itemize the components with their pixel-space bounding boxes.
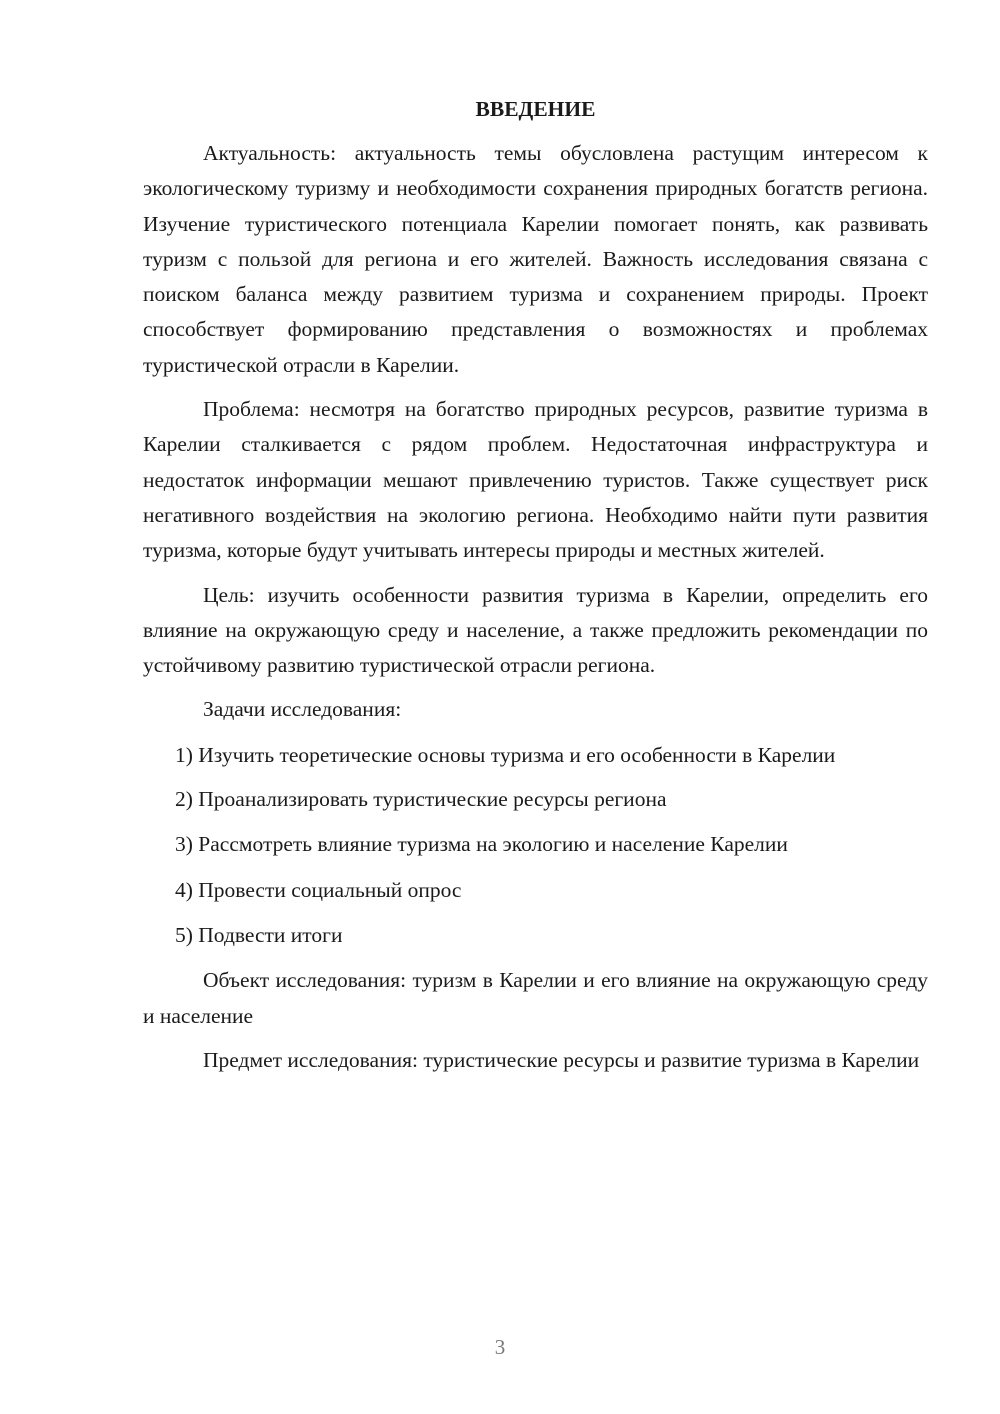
document-title: ВВЕДЕНИЕ	[475, 97, 596, 121]
document-page	[143, 92, 928, 1087]
task-item: 2) Проанализировать туристические ресурсы региона	[175, 787, 667, 812]
problem-paragraph: Проблема: несмотря на богатство природных ресурсов, развитие туризма в Карелии сталкивается с рядом проблем. Недостаточная инфраструктура и недостаток информации мешают привлечению туристов. Также существует риск негативного воздействия на экологию региона. Необходимо найти пути развития туризма, которые будут учитывать интересы природы и местных жителей.	[143, 397, 928, 563]
subject-paragraph: Предмет исследования: туристические ресурсы и развитие туризма в Карелии	[203, 1047, 920, 1072]
task-item: 5) Подвести итоги	[175, 922, 343, 947]
tasks-heading: Задачи исследования:	[203, 697, 402, 722]
task-item: 4) Провести социальный опрос	[175, 877, 462, 902]
task-item: 3) Рассмотреть влияние туризма на экологию и население Карелии	[175, 832, 788, 857]
tasks-list	[143, 738, 928, 953]
goal-paragraph: Цель: изучить особенности развития туризма в Карелии, определить его влияние на окружающую среду и население, а также предложить рекомендации по устойчивому развитию туристической отрасли региона.	[143, 582, 928, 678]
task-item: 1) Изучить теоретические основы туризма и его особенности в Карелии	[175, 742, 836, 767]
page-number: 3	[494, 1335, 506, 1359]
object-paragraph: Объект исследования: туризм в Карелии и его влияние на окружающую среду и население	[143, 968, 928, 1028]
relevance-paragraph: Актуальность: актуальность темы обусловлена растущим интересом к экологическому туризму и необходимости сохранения природных богатств региона. Изучение туристического потенциала Карелии помогает понять, как развивать туризм с пользой для региона и его жителей. Важность исследования связана с поиском баланса между развитием туризма и сохранением природы. Проект способствует формированию представления о возможностях и проблемах туристической отрасли в Карелии.	[143, 141, 928, 377]
